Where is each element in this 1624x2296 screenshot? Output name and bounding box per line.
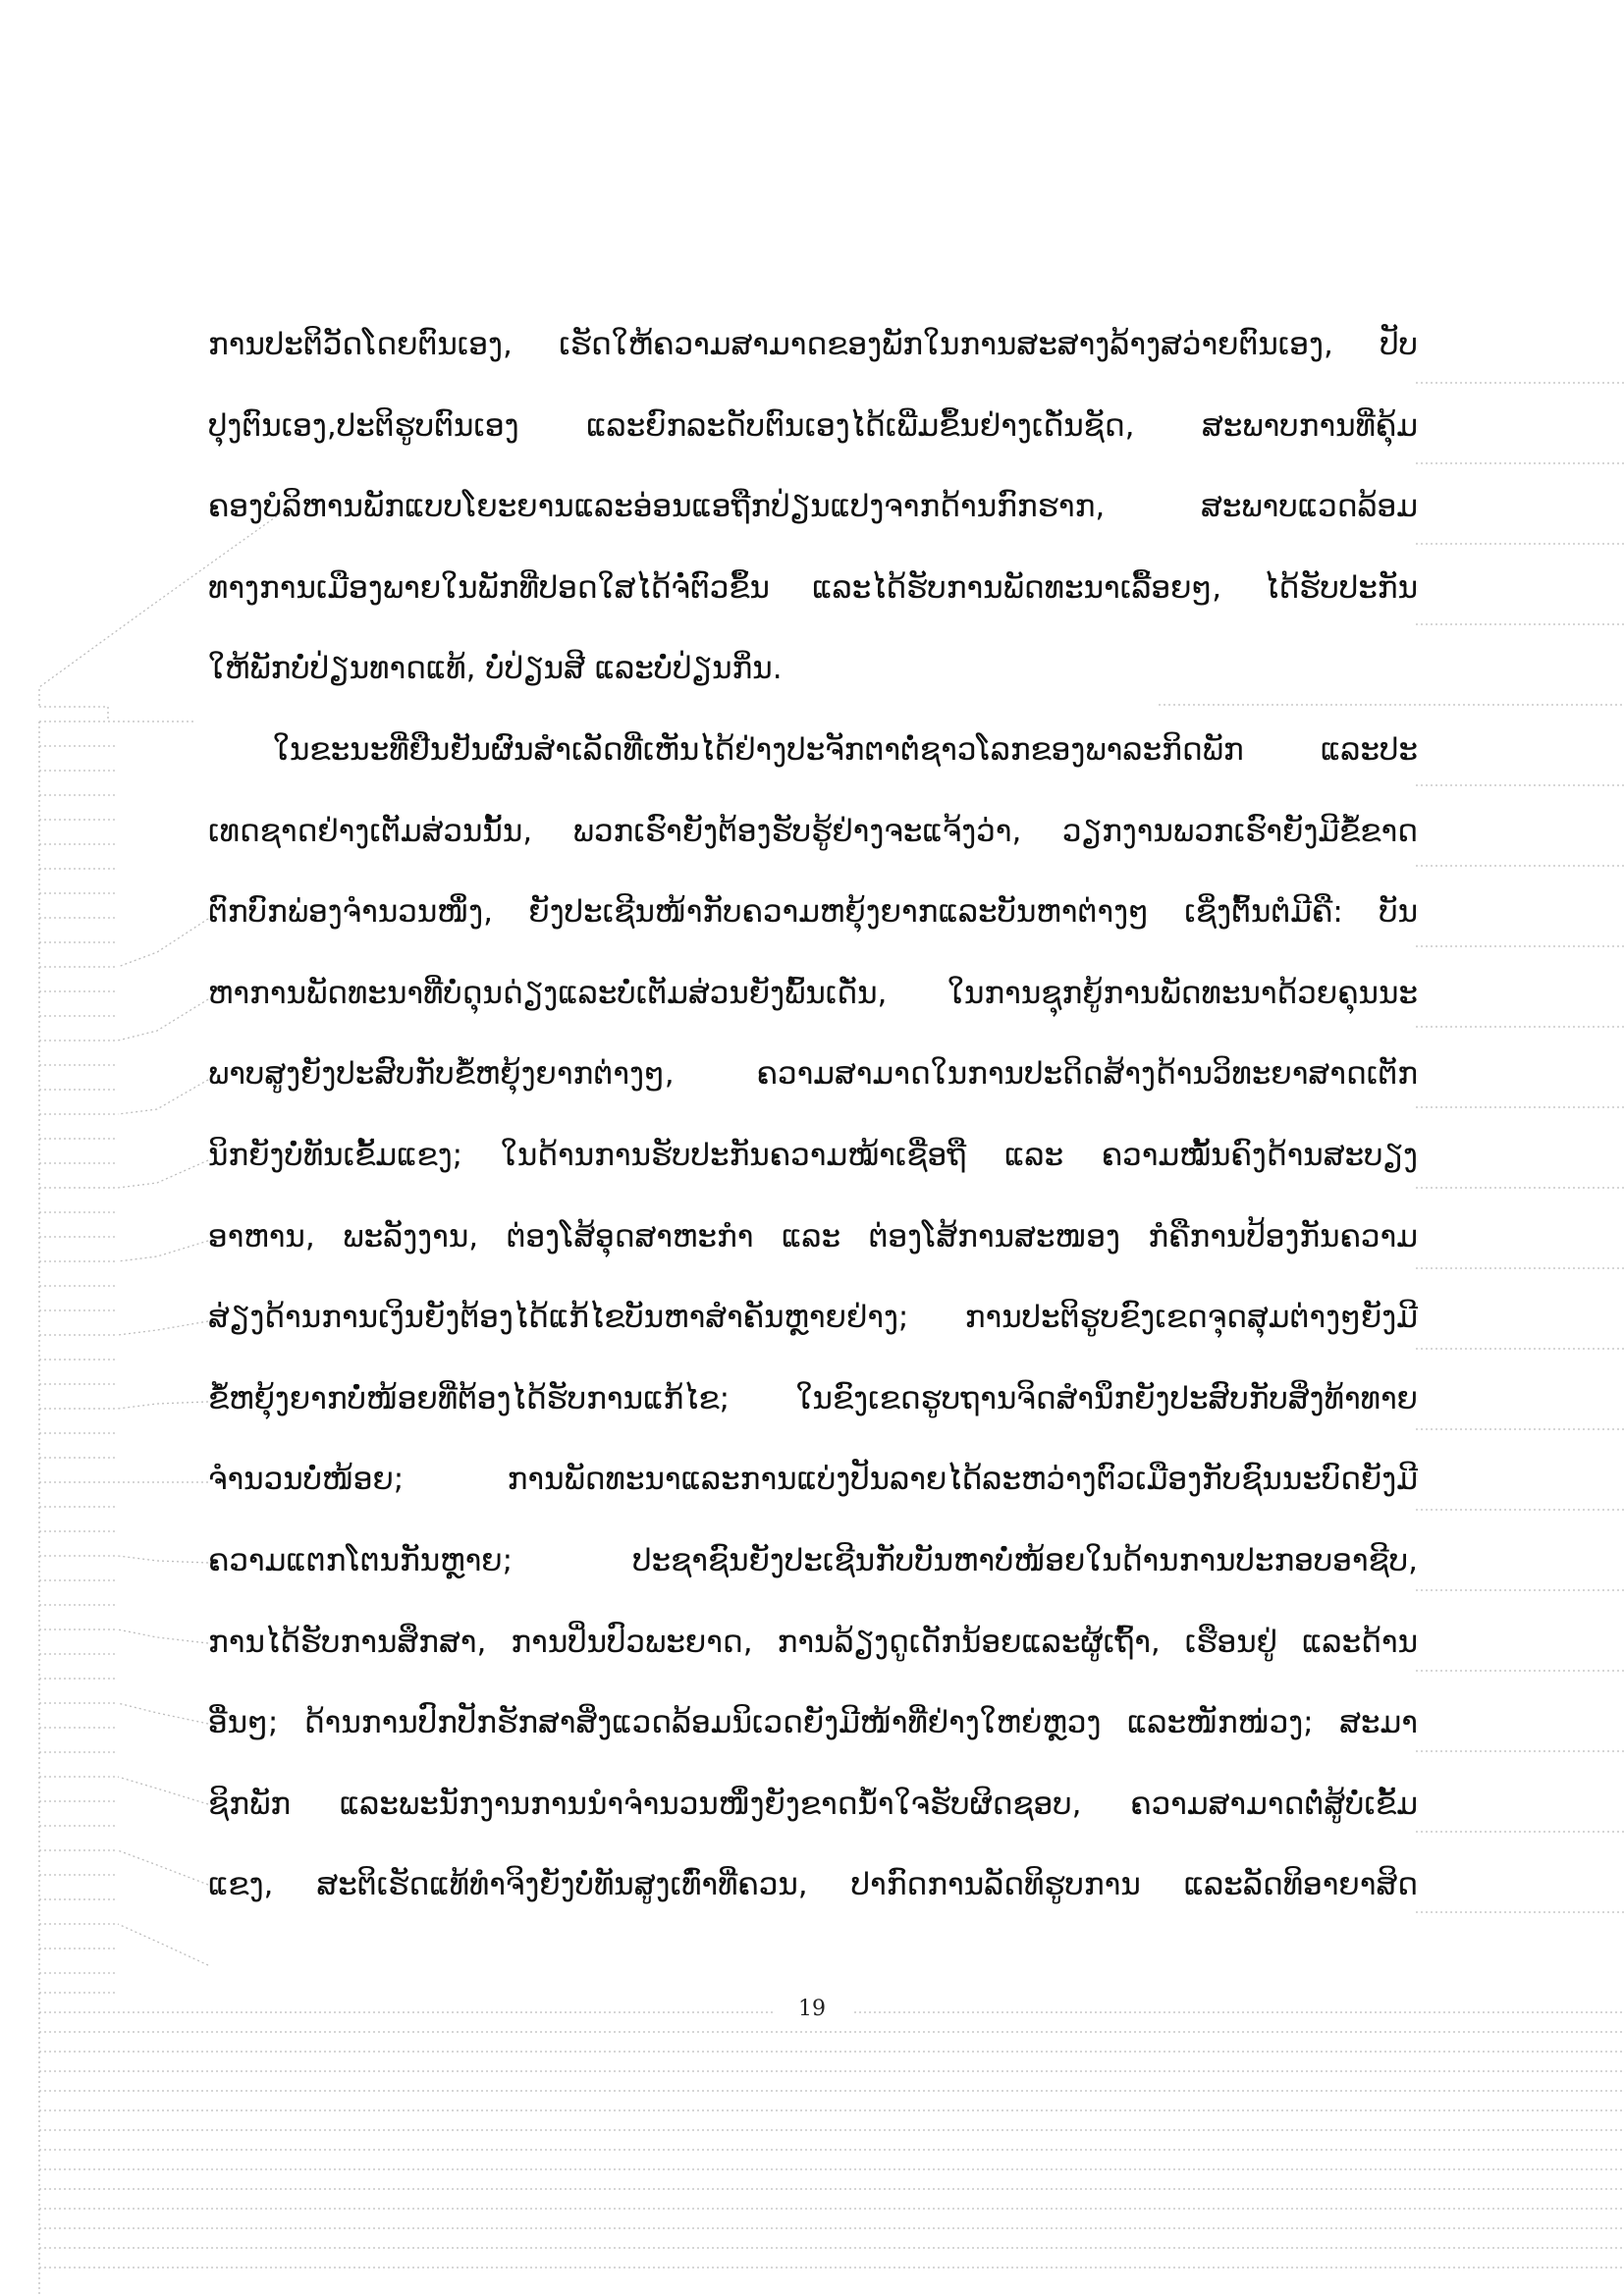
text-line: ແຂງ, ສະຕິເຮັດແທ້ທຳຈິງຍັງບໍ່ທັນສູງເທົ່າທີ່ຄວນ, ປາກົດການລັດທິຮູບການ ແລະລັດທິອາຍາສິດ [208, 1867, 1418, 1903]
text-line: ພາບສູງຍັງປະສົບກັບຂໍ້ຫຍຸ້ງຍາກຕ່າງໆ, ຄວາມສາມາດໃນການປະດິດສ້າງດ້ານວິທະຍາສາດເຕັກ [208, 1056, 1418, 1093]
text-line: ຈຳນວນບໍ່ໜ້ອຍ; ການພັດທະນາແລະການແບ່ງປັນລາຍໄດ້ລະຫວ່າງຕົວເມືອງກັບຊົນນະບົດຍັງມີ [208, 1462, 1418, 1498]
page-number: 19 [798, 1997, 826, 2021]
text-line: ຊິກພັກ ແລະພະນັກງານການນຳຈຳນວນໜຶ່ງຍັງຂາດນ້ຳໃຈຮັບຜິດຊອບ, ຄວາມສາມາດຕໍ່ສູ້ບໍ່ເຂັ້ມ [208, 1786, 1418, 1822]
text-line: ຄວາມແຕກໂຕນກັນຫຼາຍ; ປະຊາຊົນຍັງປະເຊີນກັບບັນຫາບໍ່ໜ້ອຍໃນດ້ານການປະກອບອາຊີບ, [208, 1542, 1418, 1578]
text-line: ໃນຂະນະທີ່ຢືນຢັນຜົນສຳເລັດທີ່ເຫັນໄດ້ຢ່າງປະຈັກຕາຕໍ່ຊາວໂລກຂອງພາລະກິດພັກ ແລະປະ [273, 731, 1418, 768]
text-line: ຄອງບໍລິຫານພັກແບບໂຍະຍານແລະອ່ອນແອຖືກປ່ຽນແປງຈາກດ້ານກົກຮາກ, ສະພາບແວດລ້ອມ [208, 489, 1418, 525]
text-line: ຫາການພັດທະນາທີ່ບໍ່ດຸນດ່ຽງແລະບໍ່ເຕັມສ່ວນຍັງພົ້ນເດັ່ນ, ໃນການຊຸກຍູ້ການພັດທະນາດ້ວຍຄຸນນະ [208, 975, 1418, 1011]
body-text [208, 304, 1418, 1926]
text-line: ການປະຕິວັດໂດຍຕົນເອງ, ເຮັດໃຫ້ຄວາມສາມາດຂອງພັກໃນການສະສາງລ້າງສວ່າຍຕົນເອງ, ປັບ [208, 327, 1418, 362]
text-line: ນິກຍັງບໍ່ທັນເຂັ້ມແຂງ; ໃນດ້ານການຮັບປະກັນຄວາມໝ້າເຊື່ອຖື ແລະ ຄວາມໝັ້ນຄົງດ້ານສະບຽງ [208, 1137, 1418, 1173]
text-line: ທາງການເມືອງພາຍໃນພັກທີ່ປອດໃສໄດ້ຈໍ່ຕົວຂຶ້ນ ແລະໄດ້ຮັບການພັດທະນາເລື້ອຍໆ, ໄດ້ຮັບປະກັນ [208, 569, 1418, 606]
text-line: ຂໍ້ຫຍຸ້ງຍາກບໍ່ໜ້ອຍທີ່ຕ້ອງໄດ້ຮັບການແກ້ໄຂ; ໃນຂົງເຂດຮູບຖານຈິດສຳນຶກຍັງປະສົບກັບສິ່ງທ້າທາຍ [208, 1380, 1418, 1416]
text-line: ເທດຊາດຢ່າງເຕັມສ່ວນນັ້ນ, ພວກເຮົາຍັງຕ້ອງຮັບຮູ້ຢ່າງຈະແຈ້ງວ່າ, ວຽກງານພວກເຮົາຍັງມີຂໍ້ຂາດ [208, 813, 1418, 849]
text-line: ອື່ນໆ; ດ້ານການປົກປັກຮັກສາສິ່ງແວດລ້ອມນິເວດຍັງມີໜ້າທີ່ຢ່າງໃຫຍ່ຫຼວງ ແລະໜັກໜ່ວງ; ສະມາ [208, 1705, 1418, 1741]
text-line: ອາຫານ, ພະລັງງານ, ຕ່ອງໂສ້ອຸດສາຫະກຳ ແລະ ຕ່ອງໂສ້ການສະໜອງ ກໍຄືການປ້ອງກັນຄວາມ [208, 1218, 1418, 1255]
text-line: ໃຫ້ພັກບໍ່ປ່ຽນທາດແທ້, ບໍ່ປ່ຽນສີ ແລະບໍ່ປ່ຽນກິ່ນ. [208, 651, 783, 687]
text-line: ຕົກບົກພ່ອງຈຳນວນໜຶ່ງ, ຍັງປະເຊີນໜ້າກັບຄວາມຫຍຸ້ງຍາກແລະບັນຫາຕ່າງໆ ເຊິ່ງຕົ້ນຕໍມີຄື: ບັນ [208, 894, 1418, 931]
text-line: ການໄດ້ຮັບການສຶກສາ, ການປິ່ນປົວພະຍາດ, ການລ້ຽງດູເດັກນ້ອຍແລະຜູ້ເຖົ້າ, ເຮືອນຢູ່ ແລະດ້ານ [208, 1624, 1418, 1660]
text-line: ປຸງຕົນເອງ,ປະຕິຮູບຕົນເອງ ແລະຍົກລະດັບຕົນເອງໄດ້ເພີ່ມຂຶ້ນຢ່າງເດັ່ນຊັດ, ສະພາບການທີ່ຄຸ້ມ [208, 407, 1418, 444]
text-line: ສ່ຽງດ້ານການເງິນຍັງຕ້ອງໄດ້ແກ້ໄຂບັນຫາສຳຄັນຫຼາຍຢ່າງ; ການປະຕິຮູບຂົງເຂດຈຸດສຸມຕ່າງໆຍັງມີ [208, 1300, 1418, 1336]
